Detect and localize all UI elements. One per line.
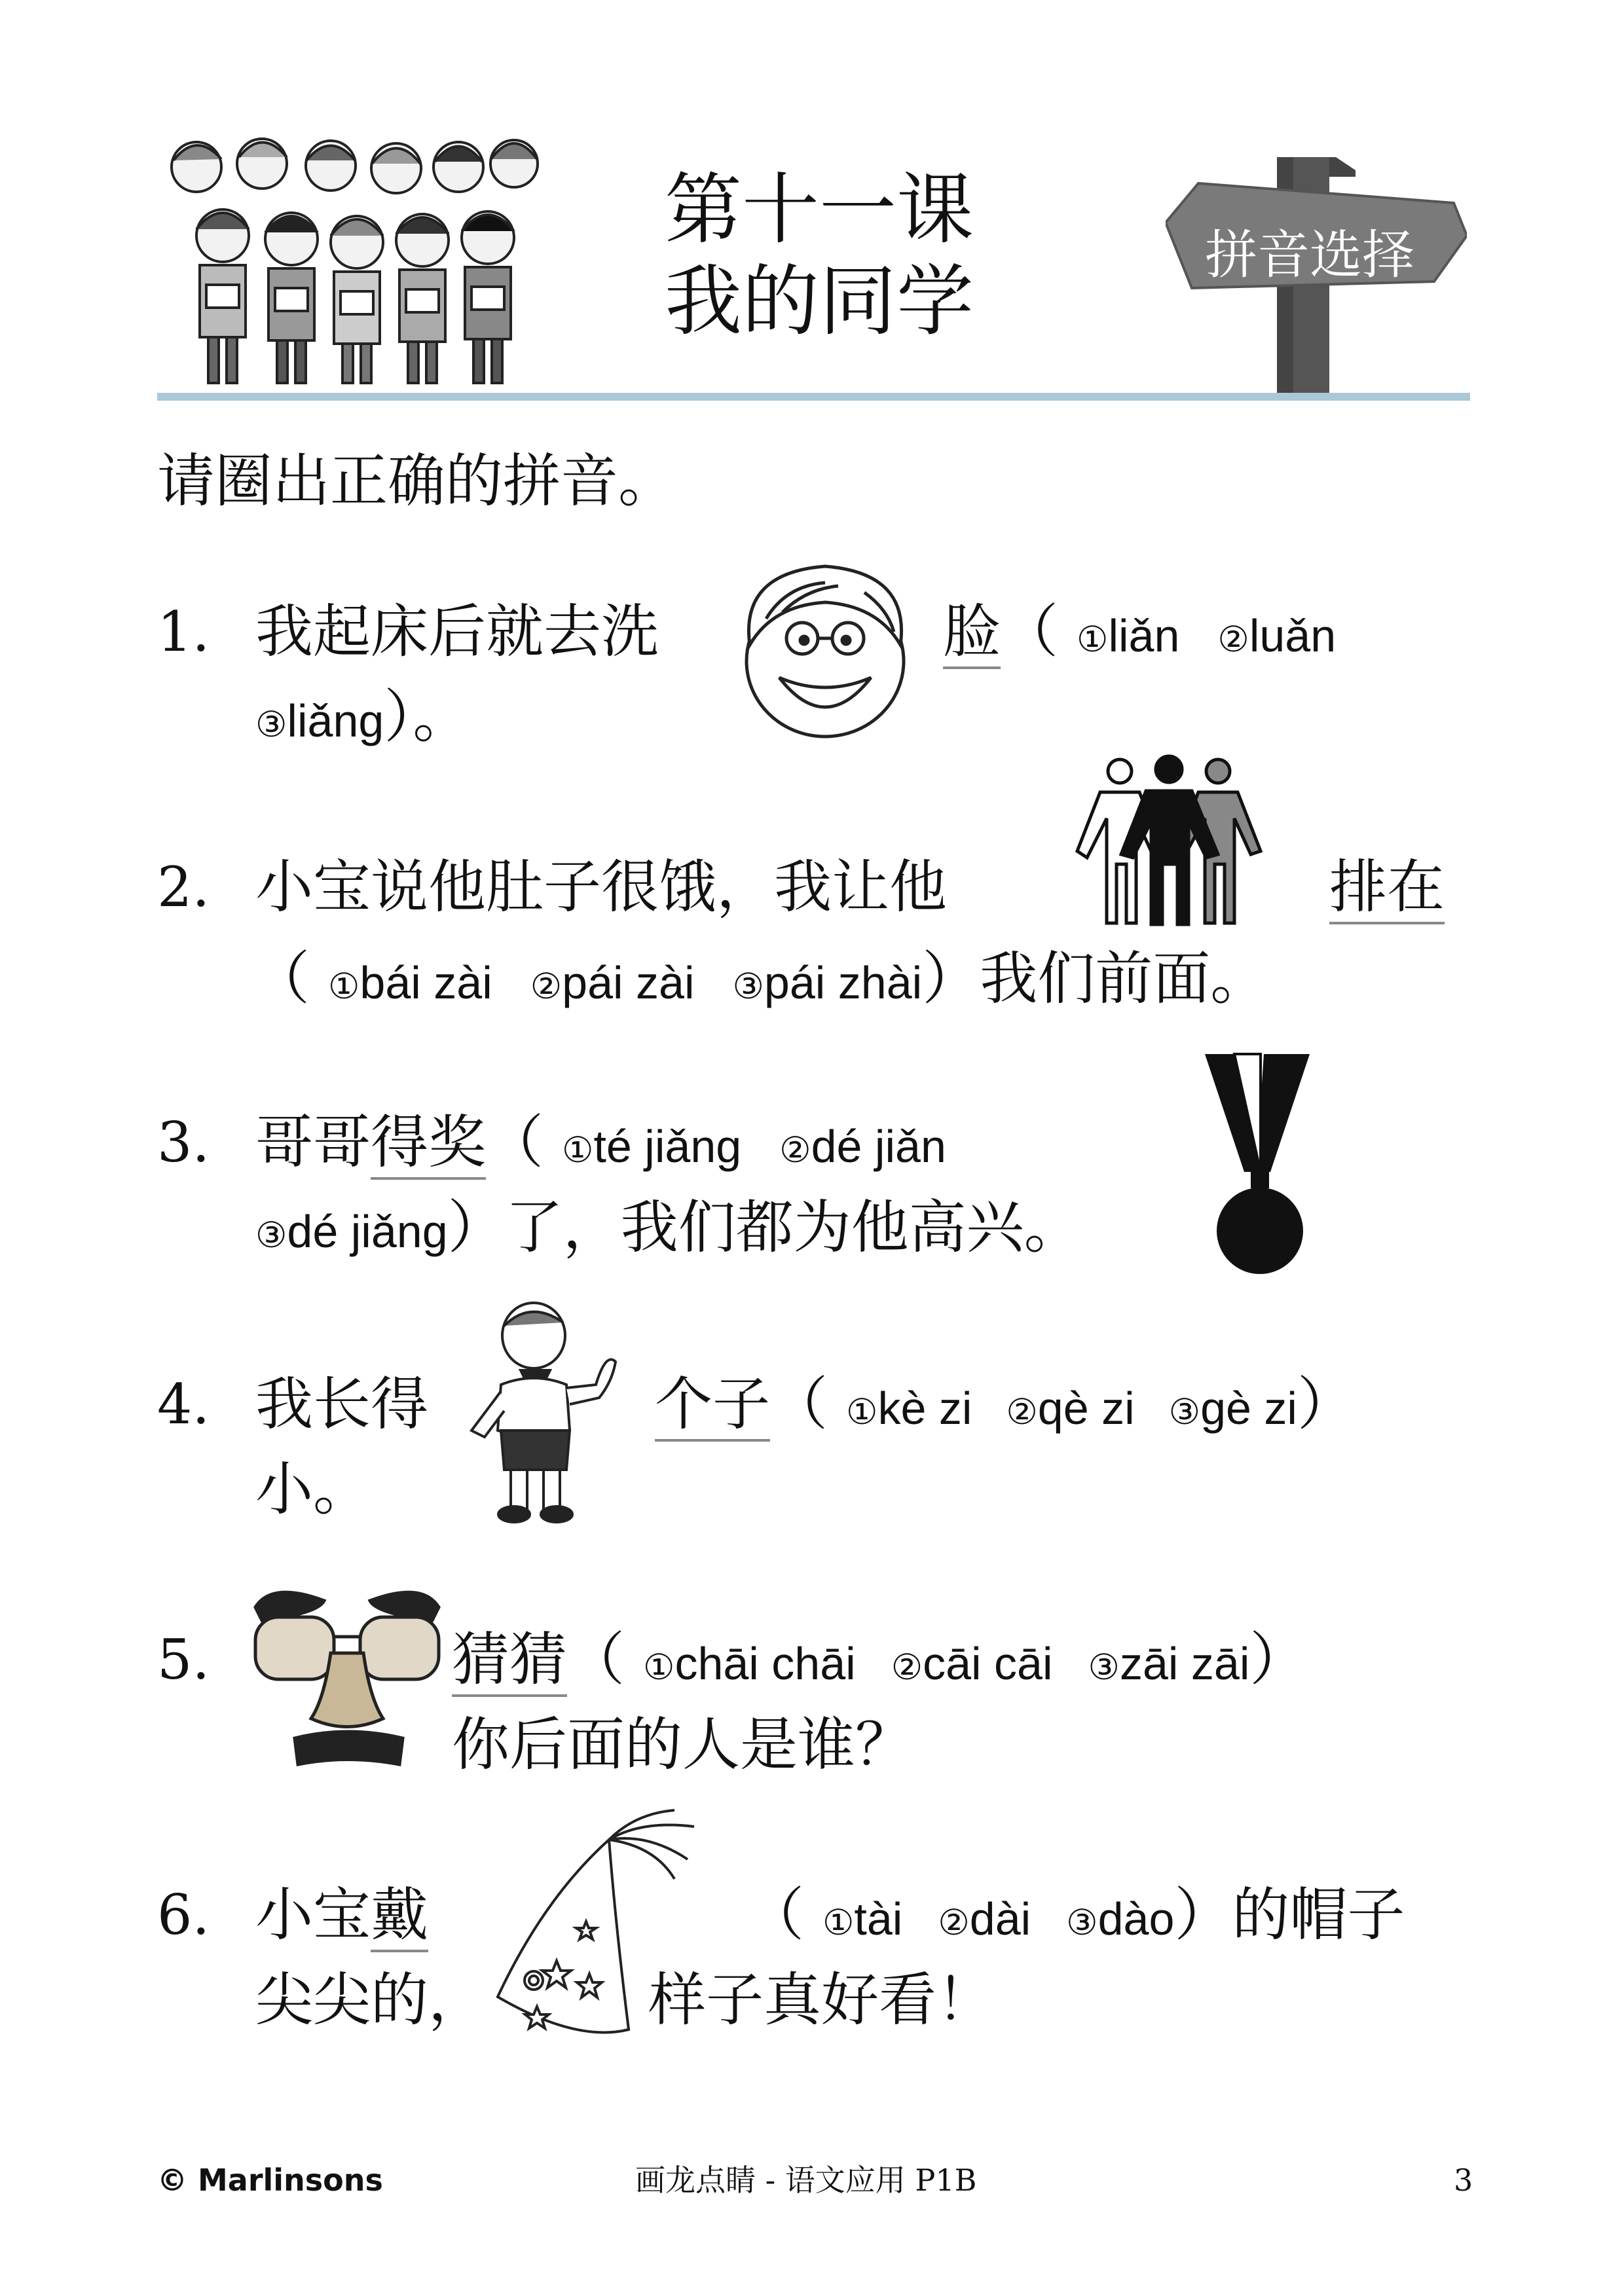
question-1-option-2[interactable]: luǎn xyxy=(1249,610,1337,661)
question-4-line-1 xyxy=(255,1368,428,1440)
question-1-option-1-mark: ① xyxy=(1077,619,1109,660)
copyright-logo: © Marlinsons xyxy=(157,2162,383,2198)
lesson-title: 我的同学 xyxy=(665,256,974,346)
question-2-open-paren: （ xyxy=(252,945,310,1012)
question-6-option-3-mark: ③ xyxy=(1066,1902,1098,1943)
question-1-line-2 xyxy=(255,681,470,761)
boy-flexing-illustration xyxy=(458,1300,642,1529)
question-4-line-2: 小。 xyxy=(255,1455,371,1523)
question-6-option-3[interactable]: dào xyxy=(1098,1893,1175,1944)
question-5-option-2-mark: ② xyxy=(891,1647,923,1688)
question-2-option-2[interactable]: pái zài xyxy=(562,957,695,1008)
question-4-open-paren: （ xyxy=(770,1370,828,1438)
question-3-line-1 xyxy=(255,1106,946,1186)
question-6-options xyxy=(747,1879,1405,1959)
question-2-number: 2. xyxy=(157,855,210,919)
question-2-after: ）我们前面。 xyxy=(922,945,1268,1012)
question-4-option-3[interactable]: gè zi xyxy=(1200,1383,1297,1434)
question-2-target-word: 排在 xyxy=(1329,853,1445,924)
question-2-target xyxy=(1329,851,1445,923)
question-1-option-1[interactable]: liǎn xyxy=(1108,610,1180,661)
question-2-line-2 xyxy=(252,943,1268,1023)
question-2-option-3-mark: ③ xyxy=(732,966,764,1007)
question-5-option-3[interactable]: zāi zāi xyxy=(1119,1638,1250,1689)
question-2-option-2-mark: ② xyxy=(530,966,563,1007)
question-4-number: 4. xyxy=(157,1372,210,1436)
question-4-options xyxy=(655,1368,1355,1448)
question-2-line-1 xyxy=(255,851,947,923)
question-3-option-2-mark: ② xyxy=(779,1129,811,1171)
question-1-target-word: 脸 xyxy=(943,598,1001,669)
question-6-target-word: 戴 xyxy=(371,1881,428,1952)
question-1-option-3-mark: ③ xyxy=(255,704,287,745)
question-5-number: 5. xyxy=(157,1628,210,1692)
question-4-option-1-mark: ① xyxy=(846,1391,878,1432)
lesson-number: 第十一课 xyxy=(665,164,974,255)
question-6-option-1-mark: ① xyxy=(822,1902,855,1943)
question-3-option-1-mark: ① xyxy=(562,1129,594,1171)
question-5-option-2[interactable]: cāi cāi xyxy=(923,1638,1053,1689)
question-1-options xyxy=(943,596,1336,676)
question-6-option-1[interactable]: tài xyxy=(854,1893,903,1944)
question-5-target-word: 猜猜 xyxy=(452,1626,567,1697)
question-5-line-1 xyxy=(452,1624,1307,1704)
question-4-option-2[interactable]: qè zi xyxy=(1037,1383,1135,1434)
question-3-text: 哥哥 xyxy=(255,1108,371,1176)
question-6-line-1 xyxy=(255,1879,428,1951)
book-title: 画龙点睛 - 语文应用 P1B xyxy=(635,2162,977,2198)
people-queue-illustration xyxy=(1061,753,1283,930)
question-6-option-2[interactable]: dài xyxy=(969,1893,1031,1944)
medal-illustration xyxy=(1198,1048,1316,1277)
question-3-number: 3. xyxy=(157,1110,210,1175)
question-3-option-3[interactable]: dé jiǎng xyxy=(287,1206,448,1257)
question-1-open-paren: （ xyxy=(1001,598,1059,665)
question-2-option-3[interactable]: pái zhài xyxy=(764,957,923,1008)
question-6-after: ）的帽子 xyxy=(1174,1881,1405,1948)
question-3-option-1[interactable]: té jiǎng xyxy=(593,1121,742,1172)
question-3-open-paren: （ xyxy=(486,1108,544,1176)
question-4-text: 我长得 xyxy=(255,1370,429,1438)
question-2-text: 小宝说他肚子很饿，我让他 xyxy=(255,853,948,920)
question-1-close: ）。 xyxy=(384,683,471,750)
question-5-option-3-mark: ③ xyxy=(1088,1647,1120,1688)
question-6-number: 6. xyxy=(157,1883,210,1947)
question-4-target-word: 个子 xyxy=(655,1370,770,1442)
question-2-option-1[interactable]: bái zài xyxy=(360,957,492,1008)
question-5-line-2: 你后面的人是谁？ xyxy=(452,1711,913,1778)
question-1-number: 1. xyxy=(157,600,210,664)
question-5-option-1[interactable]: chāi chāi xyxy=(674,1638,856,1689)
instruction-text: 请圈出正确的拼音。 xyxy=(157,447,676,515)
question-3-line-2 xyxy=(255,1192,1082,1271)
disguise-glasses-illustration xyxy=(246,1575,449,1771)
question-6-open-paren: （ xyxy=(747,1881,805,1948)
question-3-option-2[interactable]: dé jiǎn xyxy=(811,1121,946,1172)
question-6-line-2a: 尖尖的， xyxy=(255,1966,487,2033)
question-4-option-1[interactable]: kè zi xyxy=(877,1383,972,1434)
question-1-option-2-mark: ② xyxy=(1217,619,1249,660)
question-6-line-2b: 样子真好看！ xyxy=(648,1966,995,2033)
question-3-option-3-mark: ③ xyxy=(255,1214,287,1256)
children-choir-illustration xyxy=(157,128,550,390)
question-1-text: 我起床后就去洗 xyxy=(255,598,659,665)
question-6-option-2-mark: ② xyxy=(938,1902,970,1943)
question-4-option-3-mark: ③ xyxy=(1168,1391,1201,1432)
question-5-option-1-mark: ① xyxy=(643,1647,675,1688)
question-3-after: ）了，我们都为他高兴。 xyxy=(447,1194,1082,1261)
question-4-option-2-mark: ② xyxy=(1006,1391,1038,1432)
header-divider xyxy=(157,393,1470,401)
signpost-label: 拼音选择 xyxy=(1205,225,1414,285)
question-1-line-1 xyxy=(255,596,659,668)
question-1-option-3[interactable]: liǎng xyxy=(287,695,384,746)
question-2-option-1-mark: ① xyxy=(328,966,360,1007)
question-5-open-paren: （ xyxy=(567,1626,625,1693)
question-6-text: 小宝 xyxy=(255,1881,371,1948)
question-4-close: ） xyxy=(1297,1370,1355,1438)
page-number: 3 xyxy=(1454,2162,1473,2198)
face-illustration xyxy=(727,547,923,743)
question-5-close: ） xyxy=(1249,1626,1308,1693)
question-3-target-word: 得奖 xyxy=(371,1108,486,1180)
